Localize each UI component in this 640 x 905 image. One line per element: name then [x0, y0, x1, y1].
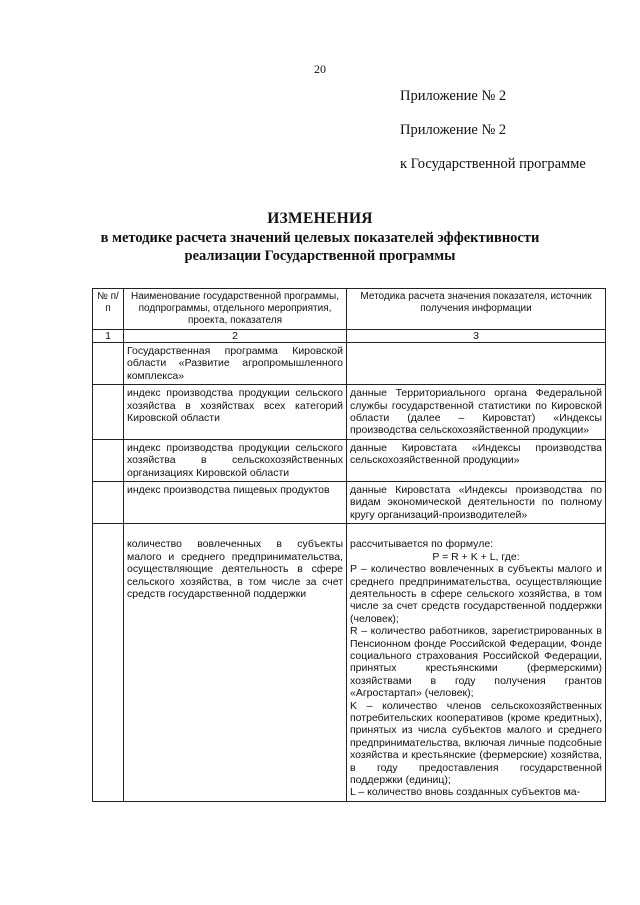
- column-number-row: [93, 330, 606, 343]
- definition-p: P – количество вовлеченных в субъекты малого и среднего предпринимательства, осуществляющие деятельность в сфере сельского хозяйства, в том числе за счет средств государственной поддержки (человек);: [350, 563, 602, 625]
- row-name: индекс производства продукции сельского хозяйства в сельскохозяйственных организациях Кировской области: [124, 439, 347, 481]
- column-number: 1: [93, 330, 124, 343]
- table-row: [93, 524, 606, 802]
- appendix-line-3: к Государственной программе: [400, 156, 586, 172]
- formula: P = R + K + L, где:: [432, 550, 520, 563]
- header-number: № п/п: [93, 289, 124, 330]
- definition-l: L – количество вновь созданных субъектов ма-: [350, 786, 581, 799]
- row-method: [347, 524, 606, 802]
- table-row: [93, 385, 606, 440]
- row-name: индекс производства продукции сельского хозяйства в хозяйствах всех категорий Кировской области: [124, 385, 347, 440]
- row-name: индекс производства пищевых продуктов: [124, 482, 347, 524]
- header-method: Методика расчета значения показателя, источник получения информации: [347, 289, 606, 330]
- row-method: [347, 343, 606, 385]
- header-name: Наименование государственной программы, подпрограммы, отдельного мероприятия, проекта, показателя: [124, 289, 347, 330]
- page-number: 20: [314, 62, 326, 76]
- definition-k: K – количество членов сельскохозяйственных потребительских кооперативов (кроме кредитных), принятых из числа субъектов малого и среднего предпринимательства, включая личные подсобные хозяйства и крестьянские (фермерские) хозяйства, в году предоставления государственной поддержки (единиц);: [350, 699, 602, 786]
- appendix-line-2: Приложение № 2: [400, 122, 507, 138]
- appendix-line-1: Приложение № 2: [400, 88, 507, 104]
- row-name: Государственная программа Кировской области «Развитие агропромышленного комплекса»: [124, 343, 347, 385]
- methodology-table: [92, 288, 606, 802]
- row-method: данные Территориального органа Федеральной службы государственной статистики по Кировской области (далее – Кировстат) «Индексы производства сельскохозяйственной продукции»: [347, 385, 606, 440]
- row-method: данные Кировстата «Индексы производства по видам экономической деятельности по полному кругу организаций-производителей»: [347, 482, 606, 524]
- table-row: [93, 439, 606, 481]
- column-number: 3: [347, 330, 606, 343]
- method-intro: рассчитывается по формуле:: [350, 538, 494, 551]
- document-subtitle: [40, 229, 600, 265]
- table-row: [93, 343, 606, 385]
- table-header-row: [93, 289, 606, 330]
- definition-r: R – количество работников, зарегистрированных в Пенсионном фонде Российской Федерации, Фонде социального страхования Российской Федерации, принятых крестьянскими (фермерскими) хозяйствами в году получения грантов «Агростартап» (человек);: [350, 625, 602, 700]
- row-method: данные Кировстата «Индексы производства сельскохозяйственной продукции»: [347, 439, 606, 481]
- subtitle-line-2: реализации Государственной программы: [184, 248, 456, 264]
- row-name-text: количество вовлеченных в субъекты малого и среднего предпринимательства, осуществляющие деятельность в сфере сельского хозяйства, в том числе за счет средств государственной поддержки: [127, 538, 343, 600]
- subtitle-line-1: в методике расчета значений целевых показателей эффективности: [100, 230, 540, 246]
- column-number: 2: [124, 330, 347, 343]
- document-title: ИЗМЕНЕНИЯ: [267, 210, 373, 227]
- table-row: [93, 482, 606, 524]
- row-name: [124, 524, 347, 802]
